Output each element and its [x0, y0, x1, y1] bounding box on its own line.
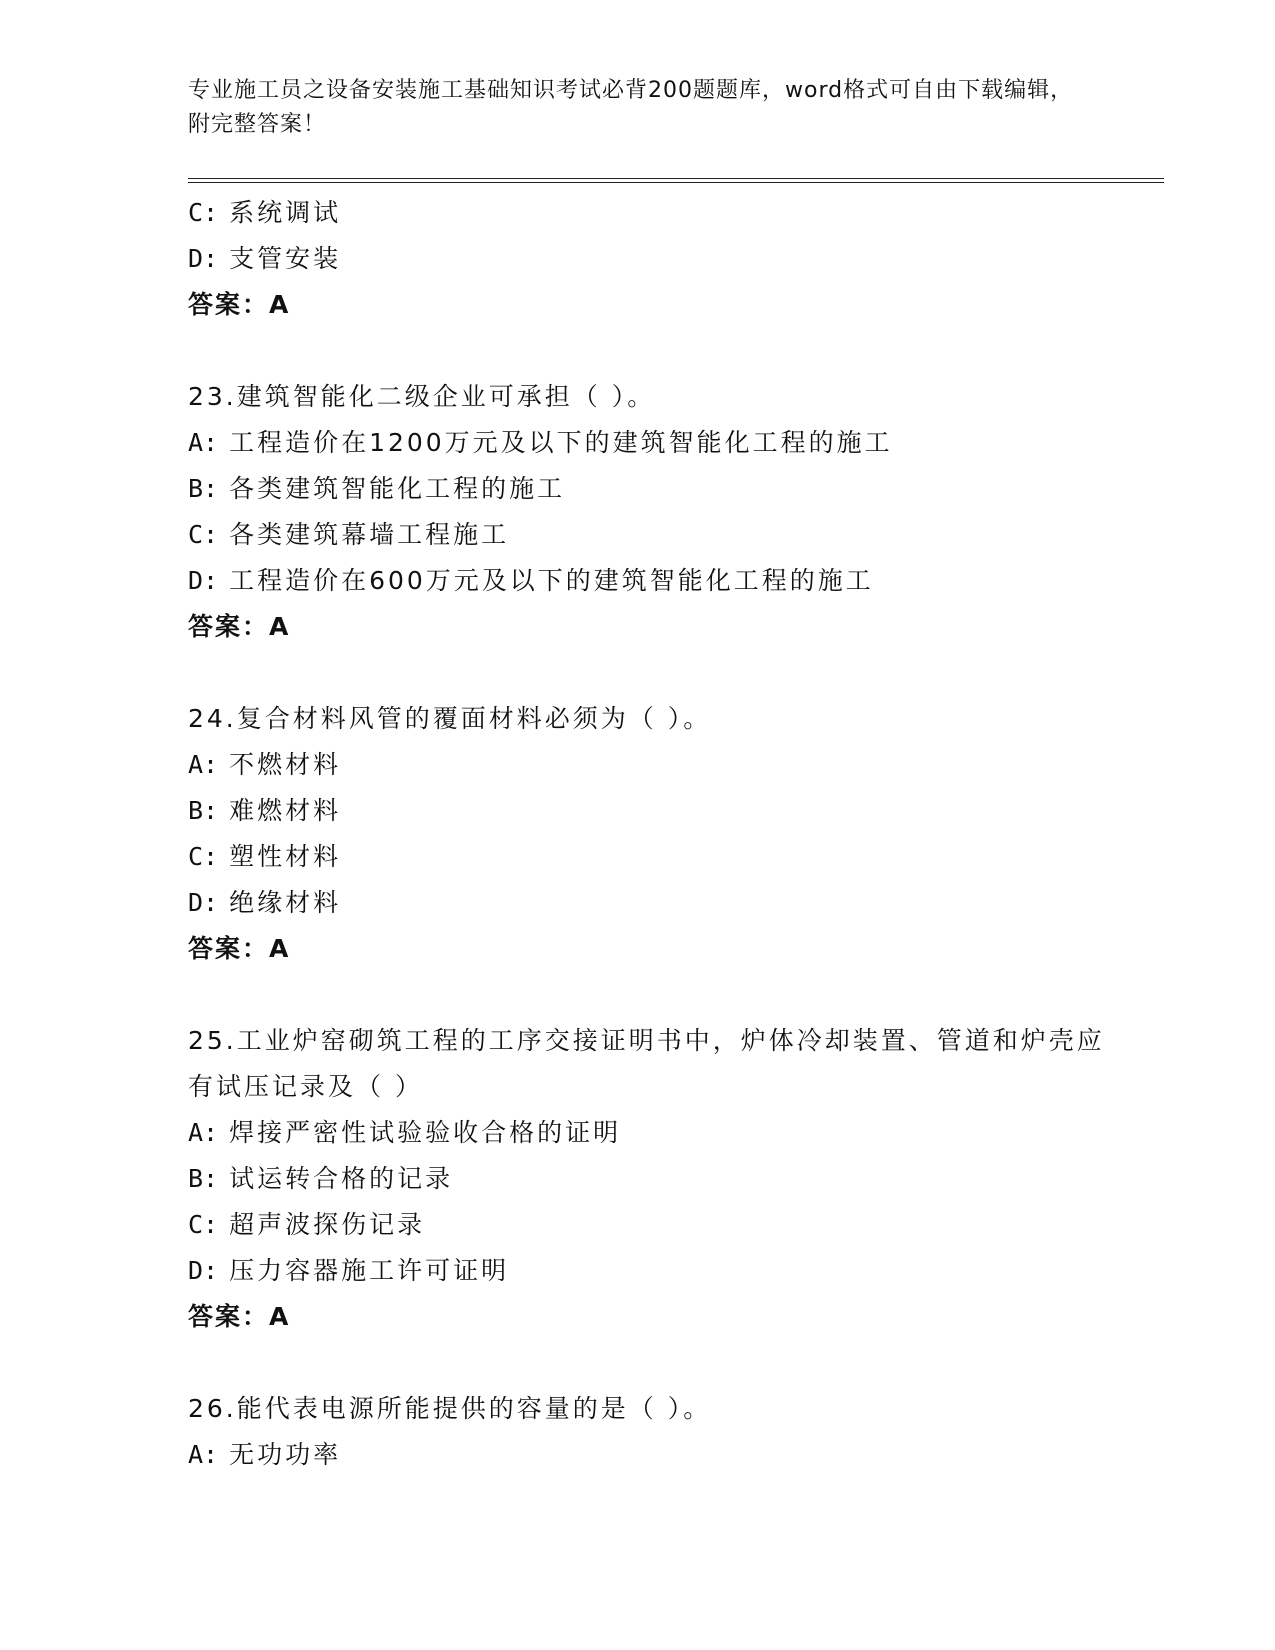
option-key: D:	[188, 1256, 219, 1285]
option-text: 塑性材料	[229, 842, 342, 871]
question-stem: 23.建筑智能化二级企业可承担（ ）。	[188, 382, 656, 411]
spacer	[188, 650, 1128, 696]
answer-line: 答案：A	[188, 934, 291, 963]
option-key: A:	[188, 1118, 219, 1147]
option-line	[188, 788, 1128, 834]
option-key: D:	[188, 888, 219, 917]
option-line	[188, 1156, 1128, 1202]
question-block	[188, 1386, 1128, 1478]
option-key: C:	[188, 520, 219, 549]
question-stem: 25.工业炉窑砌筑工程的工序交接证明书中，炉体冷却装置、管道和炉壳应有试压记录及（ ）	[188, 1026, 1105, 1101]
option-line	[188, 558, 1128, 604]
option-key: B:	[188, 796, 219, 825]
answer-line: 答案：A	[188, 290, 291, 319]
option-key: C:	[188, 1210, 219, 1239]
answer-line: 答案：A	[188, 1302, 291, 1331]
option-key: C:	[188, 842, 219, 871]
option-key: A:	[188, 750, 219, 779]
option-text: 支管安装	[229, 244, 342, 273]
spacer	[188, 972, 1128, 1018]
question-list	[188, 190, 1128, 1478]
continued-question	[188, 190, 1128, 328]
question-block	[188, 696, 1128, 972]
option-text: 工程造价在1200万元及以下的建筑智能化工程的施工	[229, 428, 893, 457]
option-line	[188, 512, 1128, 558]
option-text: 无功功率	[229, 1440, 342, 1469]
header-divider	[188, 178, 1164, 183]
option-key: D:	[188, 244, 219, 273]
option-key: B:	[188, 1164, 219, 1193]
document-title: 专业施工员之设备安装施工基础知识考试必背200题题库，word格式可自由下载编辑，附完整答案！	[188, 78, 1074, 137]
spacer	[188, 1340, 1128, 1386]
option-text: 绝缘材料	[229, 888, 342, 917]
option-text: 不燃材料	[229, 750, 342, 779]
option-line	[188, 742, 1128, 788]
question-stem: 24.复合材料风管的覆面材料必须为（ ）。	[188, 704, 712, 733]
option-text: 各类建筑智能化工程的施工	[229, 474, 566, 503]
option-text: 难燃材料	[229, 796, 342, 825]
option-key: A:	[188, 428, 219, 457]
option-key: A:	[188, 1440, 219, 1469]
option-key: B:	[188, 474, 219, 503]
option-text: 超声波探伤记录	[229, 1210, 426, 1239]
option-line	[188, 236, 1128, 282]
option-text: 焊接严密性试验验收合格的证明	[229, 1118, 622, 1147]
option-text: 各类建筑幕墙工程施工	[229, 520, 510, 549]
option-line	[188, 466, 1128, 512]
option-line	[188, 1432, 1128, 1478]
option-line	[188, 1202, 1128, 1248]
option-line	[188, 1110, 1128, 1156]
option-text: 压力容器施工许可证明	[229, 1256, 510, 1285]
option-line	[188, 190, 1128, 236]
option-line	[188, 420, 1128, 466]
option-line	[188, 1248, 1128, 1294]
question-block	[188, 1018, 1128, 1340]
option-line	[188, 834, 1128, 880]
question-block	[188, 374, 1128, 650]
option-key: D:	[188, 566, 219, 595]
answer-line: 答案：A	[188, 612, 291, 641]
document-header	[188, 74, 1088, 142]
option-text: 试运转合格的记录	[229, 1164, 454, 1193]
option-text: 系统调试	[229, 198, 342, 227]
option-key: C:	[188, 198, 219, 227]
spacer	[188, 328, 1128, 374]
option-text: 工程造价在600万元及以下的建筑智能化工程的施工	[229, 566, 874, 595]
question-stem: 26.能代表电源所能提供的容量的是（ ）。	[188, 1394, 712, 1423]
option-line	[188, 880, 1128, 926]
